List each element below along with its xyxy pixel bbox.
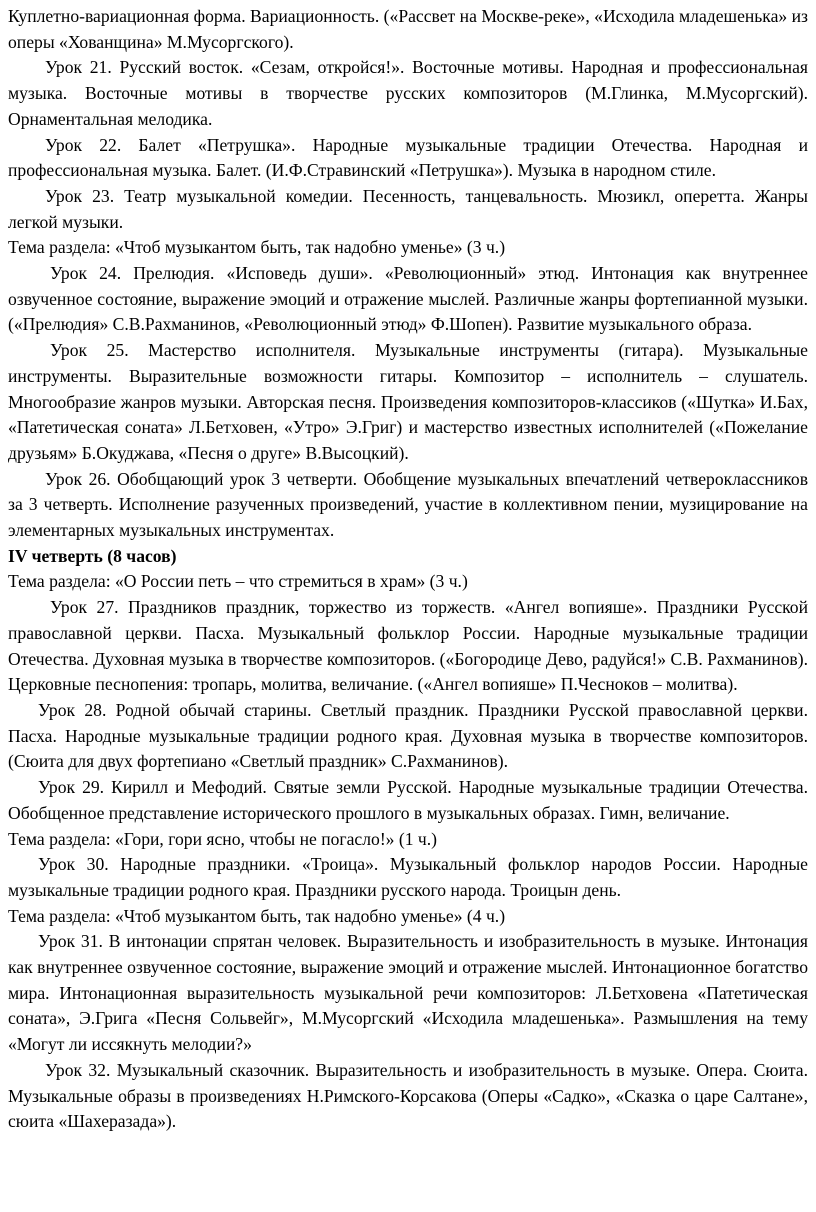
lesson-28: Урок 28. Родной обычай старины. Светлый праздник. Праздники Русской православной церкви. Пасха. Народные музыкальные традиции родного края. Духовная музыка в творчестве композиторов. (Сюита для двух фортепиано «Светлый праздник» С.Рахманинов). xyxy=(8,699,808,772)
lesson-30: Урок 30. Народные праздники. «Троица». Музыкальный фольклор народов России. Народные музыкальные традиции родного края. Праздники русского народа. Троицын день. xyxy=(8,854,808,900)
lesson-29: Урок 29. Кирилл и Мефодий. Святые земли Русской. Народные музыкальные традиции Отечества. Обобщенное представление исторического прошлого в музыкальных образах. Гимн, величание. xyxy=(8,777,808,823)
lesson-24: Урок 24. Прелюдия. «Исповедь души». «Революционный» этюд. Интонация как внутреннее озвученное состояние, выражение эмоций и отражение мыслей. Различные жанры фортепианной музыки. («Прелюдия» С.В.Рахманинов, «Революционный этюд» Ф.Шопен). Развитие музыкального образа. xyxy=(8,263,808,335)
section-topic-russia-temple: Тема раздела: «О России петь – что стремиться в храм» (3 ч.) xyxy=(8,571,468,592)
section-topic-musician-skill-1: Тема раздела: «Чтоб музыкантом быть, так надобно уменье» (3 ч.) xyxy=(8,237,506,258)
section-topic-musician-skill-2: Тема раздела: «Чтоб музыкантом быть, так надобно уменье» (4 ч.) xyxy=(8,905,506,926)
lesson-22: Урок 22. Балет «Петрушка». Народные музыкальные традиции Отечества. Народная и профессиональная музыка. Балет. (И.Ф.Стравинский «Петрушка»). Музыка в народном стиле. xyxy=(8,134,808,181)
section-topic-burn-bright: Тема раздела: «Гори, гори ясно, чтобы не погасло!» (1 ч.) xyxy=(8,828,438,849)
lesson-27: Урок 27. Праздников праздник, торжество из торжеств. «Ангел вопияше». Праздники Русской православной церкви. Пасха. Музыкальный фольклор России. Народные музыкальные традиции Отечества. Духовная музыка в творчестве композиторов. («Богородице Дево, радуйся!» С.В. Рахманинов). Церковные песнопения: тропарь, молитва, величание. («Ангел вопияше» П.Чесноков – молитва). xyxy=(8,597,808,695)
lesson-21: Урок 21. Русский восток. «Сезам, откройся!». Восточные мотивы. Народная и профессиональная музыка. Восточные мотивы в творчестве русских композиторов (М.Глинка, М.Мусоргский). Орнаментальная мелодика. xyxy=(8,57,808,129)
paragraph-variation-form: Куплетно-вариационная форма. Вариационность. («Рассвет на Москве-реке», «Исходила младешенька» из оперы «Хованщина» М.Мусоргского). xyxy=(8,6,808,52)
lesson-32: Урок 32. Музыкальный сказочник. Выразительность и изобразительность в музыке. Опера. Сюита. Музыкальные образы в произведениях Н.Римского-Корсакова (Оперы «Садко», «Сказка о царе Салтане», сюита «Шахеразада»). xyxy=(8,1059,808,1132)
lesson-23: Урок 23. Театр музыкальной комедии. Песенность, танцевальность. Мюзикл, оперетта. Жанры легкой музыки. xyxy=(8,185,808,232)
lesson-31: Урок 31. В интонации спрятан человек. Выразительность и изобразительность в музыке. Интонация как внутреннее озвученное состояние, выражение эмоций и отражение мыслей. Интонационное богатство мира. Интонационная выразительность музыкальной речи композиторов: Л.Бетховена «Патетическая соната», Э.Грига «Песня Сольвейг», М.Мусоргский «Исходила младешенька». Размышления на тему «Могут ли иссякнуть мелодии?» xyxy=(8,931,808,1055)
quarter-heading: IV четверть (8 часов) xyxy=(8,545,177,566)
lesson-25: Урок 25. Мастерство исполнителя. Музыкальные инструменты (гитара). Музыкальные инструменты. Выразительные возможности гитары. Композитор – исполнитель – слушатель. Многообразие жанров музыки. Авторская песня. Произведения композиторов-классиков («Шутка» И.Бах, «Патетическая соната» Л.Бетховен, «Утро» Э.Григ) и мастерство известных исполнителей («Пожелание друзьям» Б.Окуджава, «Песня о друге» В.Высоцкий). xyxy=(8,340,808,463)
lesson-26: Урок 26. Обобщающий урок 3 четверти. Обобщение музыкальных впечатлений четвероклассников за 3 четверть. Исполнение разученных произведений, участие в коллективном пении, музицирование на элементарных музыкальных инструментах. xyxy=(8,468,808,541)
